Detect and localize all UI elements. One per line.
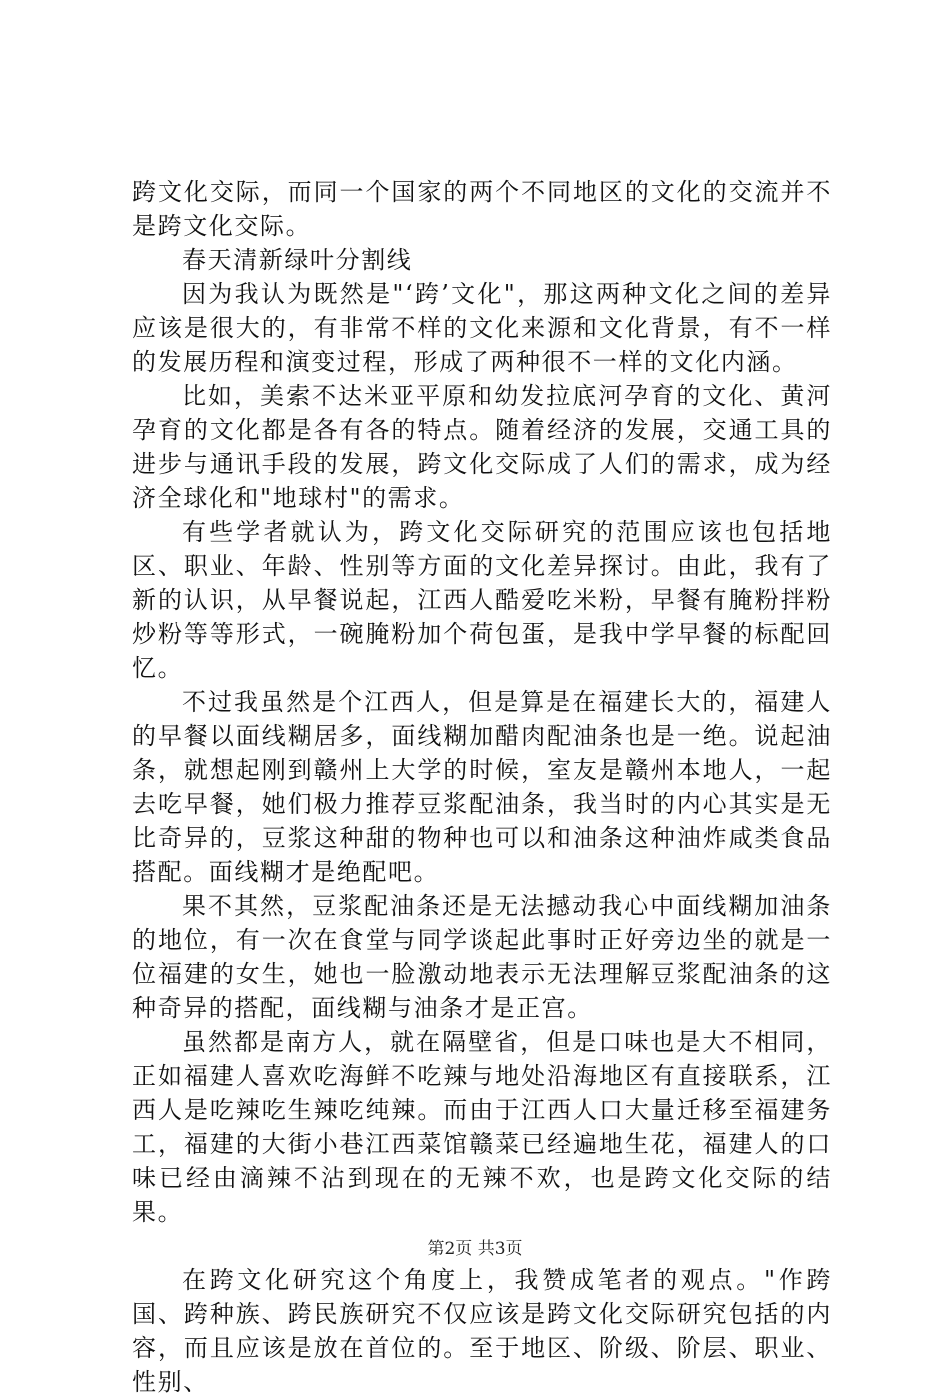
paragraph-continuation: 跨文化交际，而同一个国家的两个不同地区的文化的交流并不是跨文化交际。	[132, 178, 832, 240]
divider-caption: 春天清新绿叶分割线	[182, 246, 413, 274]
paragraph: 不过我虽然是个江西人，但是算是在福建长大的，福建人的早餐以面线糊居多，面线糊加醋肉配油条也是一绝。说起油条，就想起刚到赣州上大学的时候，室友是赣州本地人，一起去吃早餐，她们极力推荐豆浆配油条，我当时的内心其实是无比奇异的，豆浆这种甜的物种也可以和油条这种油炸咸类食品搭配。面线糊才是绝配吧。	[132, 688, 832, 886]
page-number-footer: 第2页 共3页	[427, 1239, 523, 1259]
paragraph: 比如，美索不达米亚平原和幼发拉底河孕育的文化、黄河孕育的文化都是各有各的特点。随着经济的发展，交通工具的进步与通讯手段的发展，跨文化交际成了人们的需求，成为经济全球化和"地球村"的需求。	[132, 382, 832, 512]
paragraph: 有些学者就认为，跨文化交际研究的范围应该也包括地区、职业、年龄、性别等方面的文化差异探讨。由此，我有了新的认识，从早餐说起，江西人酷爱吃米粉，早餐有腌粉拌粉炒粉等等形式，一碗腌粉加个荷包蛋，是我中学早餐的标配回忆。	[132, 518, 832, 682]
paragraph: 虽然都是南方人，就在隔壁省，但是口味也是大不相同，正如福建人喜欢吃海鲜不吃辣与地处沿海地区有直接联系，江西人是吃辣吃生辣吃纯辣。而由于江西人口大量迁移至福建务工，福建的大街小巷江西菜馆赣菜已经遍地生花，福建人的口味已经由滴辣不沾到现在的无辣不欢，也是跨文化交际的结果。	[132, 1028, 832, 1226]
document-body	[132, 175, 832, 1399]
paragraph: 因为我认为既然是"‘跨’文化"，那这两种文化之间的差异应该是很大的，有非常不样的文化来源和文化背景，有不一样的发展历程和演变过程，形成了两种很不一样的文化内涵。	[132, 280, 832, 376]
paragraph: 在跨文化研究这个角度上，我赞成笔者的观点。"作跨国、跨种族、跨民族研究不仅应该是跨文化交际研究包括的内容，而且应该是放在首位的。至于地区、阶级、阶层、职业、性别、	[132, 1266, 832, 1396]
paragraph: 果不其然，豆浆配油条还是无法撼动我心中面线糊加油条的地位，有一次在食堂与同学谈起此事时正好旁边坐的就是一位福建的女生，她也一脸激动地表示无法理解豆浆配油条的这种奇异的搭配，面线糊与油条才是正宫。	[132, 892, 832, 1022]
